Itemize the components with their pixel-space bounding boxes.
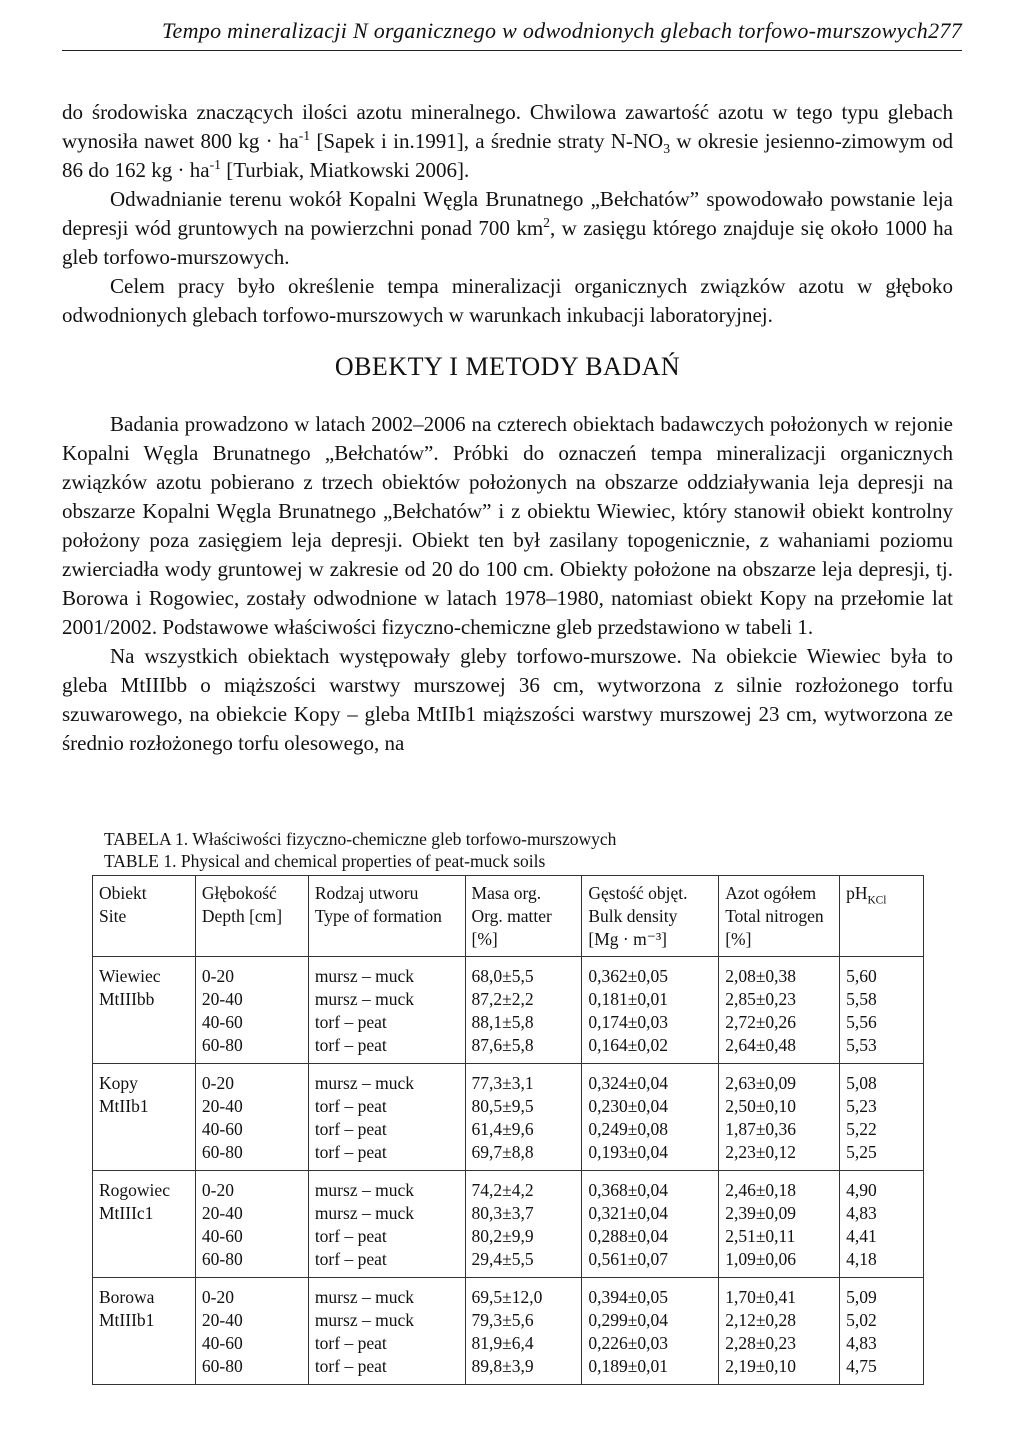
- cell-formation: torf – peat: [308, 1118, 465, 1141]
- cell-total-nitrogen: 2,08±0,38: [719, 957, 840, 989]
- cell-total-nitrogen: 1,09±0,06: [719, 1248, 840, 1278]
- cell-site: [93, 1064, 196, 1096]
- cell-ph: 5,60: [840, 957, 924, 989]
- table-row: [93, 1011, 924, 1034]
- intro-p2-b: , w zasięgu którego znajduje się około 1000 ha gleb torfowo-murszowych.: [62, 216, 953, 269]
- cell-ph: 5,53: [840, 1034, 924, 1064]
- table-row: [93, 1332, 924, 1355]
- intro-paragraph-2: [62, 185, 953, 272]
- cell-formation: torf – peat: [308, 1011, 465, 1034]
- page-number: 277: [928, 18, 962, 43]
- table-row: [93, 1141, 924, 1171]
- table-row: [93, 1064, 924, 1096]
- cell-total-nitrogen: 2,50±0,10: [719, 1095, 840, 1118]
- cell-depth: 0-20: [195, 1064, 308, 1096]
- header-depth: Głębokość Depth [cm]: [195, 876, 308, 957]
- header-ph: $pH_{KCl}$: [840, 876, 924, 957]
- site-label: MtIIIc1: [99, 1203, 154, 1223]
- cell-formation: torf – peat: [308, 1225, 465, 1248]
- table-row: [93, 1095, 924, 1118]
- cell-depth: 20-40: [195, 1095, 308, 1118]
- cell-site: [93, 1248, 196, 1278]
- cell-ph: 4,75: [840, 1355, 924, 1385]
- cell-total-nitrogen: 2,64±0,48: [719, 1034, 840, 1064]
- site-label: Borowa: [99, 1287, 155, 1307]
- cell-org-matter: 69,5±12,0: [465, 1278, 582, 1310]
- cell-total-nitrogen: 2,51±0,11: [719, 1225, 840, 1248]
- cell-bulk-density: 0,288±0,04: [582, 1225, 719, 1248]
- methods-paragraph-1: Badania prowadzono w latach 2002–2006 na czterech obiektach badawczych położonych w rejonie Kopalni Węgla Brunatnego „Bełchatów”. Próbki do oznaczeń tempa mineralizacji organicznych związków azotu pobierano z trzech obiektów położonych na obszarze oddziaływania leja depresji na obszarze Kopalni Węgla Brunatnego „Bełchatów” i z obiektu Wiewiec, który stanowił obiekt kontrolny położony poza zasięgiem leja depresji. Obiekt ten był zasilany topogenicznie, z wahaniami poziomu zwierciadła wody gruntowej w zakresie od 20 do 100 cm. Obiekty położone na obszarze leja depresji, tj. Borowa i Rogowiec, zostały odwodnione w latach 1978–1980, natomiast obiekt Kopy na przełomie lat 2001/2002. Podstawowe właściwości fizyczno-chemiczne gleb przedstawiono w tabeli 1.: [62, 412, 953, 639]
- table-caption: [104, 828, 616, 872]
- cell-site: [93, 1034, 196, 1064]
- cell-bulk-density: 0,394±0,05: [582, 1278, 719, 1310]
- cell-ph: 5,23: [840, 1095, 924, 1118]
- cell-depth: 60-80: [195, 1248, 308, 1278]
- intro-p1-c: w okresie jesienno-zimowym od 86 do 162 kg · ha: [62, 129, 953, 182]
- table-row: [93, 1355, 924, 1385]
- cell-org-matter: 80,2±9,9: [465, 1225, 582, 1248]
- table-caption-pl: TABELA 1. Właściwości fizyczno-chemiczne gleb torfowo-murszowych: [104, 829, 617, 849]
- table-caption-en: TABLE 1. Physical and chemical properties of peat-muck soils: [104, 851, 546, 871]
- cell-org-matter: 80,3±3,7: [465, 1202, 582, 1225]
- cell-bulk-density: 0,181±0,01: [582, 988, 719, 1011]
- cell-site: [93, 1202, 196, 1225]
- section-heading: OBEKTY I METODY BADAŃ: [334, 352, 681, 381]
- cell-formation: mursz – muck: [308, 1202, 465, 1225]
- cell-ph: 5,22: [840, 1118, 924, 1141]
- cell-site: [93, 1309, 196, 1332]
- cell-ph: 5,02: [840, 1309, 924, 1332]
- cell-formation: mursz – muck: [308, 1171, 465, 1203]
- table-row: [93, 1278, 924, 1310]
- running-title: Tempo mineralizacji N organicznego w odwodnionych glebach torfowo-murszowych: [162, 18, 929, 43]
- header-bulk-density: Gęstość objęt. Bulk density [Mg · m⁻³]: [582, 876, 719, 957]
- cell-total-nitrogen: 2,85±0,23: [719, 988, 840, 1011]
- table-row: [93, 988, 924, 1011]
- cell-formation: torf – peat: [308, 1355, 465, 1385]
- cell-site: [93, 1095, 196, 1118]
- cell-site: [93, 1225, 196, 1248]
- table-row: [93, 1034, 924, 1064]
- cell-depth: 40-60: [195, 1118, 308, 1141]
- cell-site: [93, 1141, 196, 1171]
- intro-p1-b: [Sapek i in.1991], a średnie straty N-NO: [310, 129, 664, 153]
- intro-p1-sub: 3: [663, 141, 671, 157]
- cell-ph: 4,90: [840, 1171, 924, 1203]
- intro-p1-sup1: -1: [298, 128, 311, 143]
- table-row: [93, 1202, 924, 1225]
- cell-depth: 60-80: [195, 1141, 308, 1171]
- cell-formation: mursz – muck: [308, 957, 465, 989]
- cell-org-matter: 74,2±4,2: [465, 1171, 582, 1203]
- cell-total-nitrogen: 2,28±0,23: [719, 1332, 840, 1355]
- table-row: [93, 1248, 924, 1278]
- intro-paragraph-3: Celem pracy było określenie tempa mineralizacji organicznych związków azotu w głęboko odwodnionych glebach torfowo-murszowych w warunkach inkubacji laboratoryjnej.: [62, 274, 953, 327]
- intro-p1-sup2: -1: [209, 157, 221, 172]
- cell-depth: 40-60: [195, 1332, 308, 1355]
- table-header-row: [93, 876, 924, 957]
- header-site: Obiekt Site: [93, 876, 196, 957]
- table-row: [93, 1225, 924, 1248]
- intro-p2-a: Odwadnianie terenu wokół Kopalni Węgla Brunatnego „Bełchatów” spowodowało powstanie leja depresji wód gruntowych na powierzchni ponad 700 km: [62, 187, 953, 240]
- cell-org-matter: 81,9±6,4: [465, 1332, 582, 1355]
- cell-bulk-density: 0,189±0,01: [582, 1355, 719, 1385]
- cell-formation: torf – peat: [308, 1095, 465, 1118]
- table-body: [93, 957, 924, 1385]
- cell-site: [93, 1332, 196, 1355]
- cell-bulk-density: 0,321±0,04: [582, 1202, 719, 1225]
- cell-site: [93, 1118, 196, 1141]
- cell-org-matter: 87,2±2,2: [465, 988, 582, 1011]
- cell-org-matter: 79,3±5,6: [465, 1309, 582, 1332]
- cell-ph: 4,41: [840, 1225, 924, 1248]
- running-header: [62, 18, 962, 51]
- cell-bulk-density: 0,299±0,04: [582, 1309, 719, 1332]
- cell-site: [93, 1011, 196, 1034]
- cell-site: [93, 988, 196, 1011]
- intro-paragraph-1: [62, 98, 953, 185]
- site-label: MtIIIb1: [99, 1310, 155, 1330]
- site-label: MtIIb1: [99, 1096, 149, 1116]
- cell-org-matter: 89,8±3,9: [465, 1355, 582, 1385]
- cell-formation: torf – peat: [308, 1248, 465, 1278]
- intro-p1-a: do środowiska znaczących ilości azotu mineralnego. Chwilowa zawartość azotu w tego typu glebach wynosiła nawet 800 kg · ha: [62, 100, 953, 153]
- cell-bulk-density: 0,249±0,08: [582, 1118, 719, 1141]
- site-label: Wiewiec: [99, 966, 161, 986]
- table-row: [93, 1118, 924, 1141]
- cell-depth: 40-60: [195, 1011, 308, 1034]
- cell-org-matter: 77,3±3,1: [465, 1064, 582, 1096]
- site-label: MtIIIbb: [99, 989, 155, 1009]
- cell-depth: 60-80: [195, 1355, 308, 1385]
- cell-bulk-density: 0,362±0,05: [582, 957, 719, 989]
- cell-depth: 0-20: [195, 1171, 308, 1203]
- cell-site: [93, 957, 196, 989]
- cell-depth: 20-40: [195, 1309, 308, 1332]
- cell-bulk-density: 0,561±0,07: [582, 1248, 719, 1278]
- cell-total-nitrogen: 2,46±0,18: [719, 1171, 840, 1203]
- table-row: [93, 957, 924, 989]
- table-row: [93, 1309, 924, 1332]
- cell-total-nitrogen: 2,72±0,26: [719, 1011, 840, 1034]
- cell-org-matter: 87,6±5,8: [465, 1034, 582, 1064]
- cell-org-matter: 68,0±5,5: [465, 957, 582, 989]
- cell-site: [93, 1171, 196, 1203]
- cell-total-nitrogen: 1,70±0,41: [719, 1278, 840, 1310]
- intro-p1-d: [Turbiak, Miatkowski 2006].: [220, 158, 470, 182]
- site-label: Kopy: [99, 1073, 138, 1093]
- cell-formation: mursz – muck: [308, 988, 465, 1011]
- cell-depth: 0-20: [195, 1278, 308, 1310]
- header-total-nitrogen: Azot ogółem Total nitrogen [%]: [719, 876, 840, 957]
- cell-total-nitrogen: 2,23±0,12: [719, 1141, 840, 1171]
- cell-depth: 20-40: [195, 1202, 308, 1225]
- site-label: Rogowiec: [99, 1180, 170, 1200]
- cell-ph: 4,18: [840, 1248, 924, 1278]
- methods-paragraph-2: Na wszystkich obiektach występowały gleby torfowo-murszowe. Na obiekcie Wiewiec była to gleba MtIIIbb o miąższości warstwy murszowej 36 cm, wytworzona z silnie rozłożonego torfu szuwarowego, na obiekcie Kopy – gleba MtIIb1 miąższości warstwy murszowej 23 cm, wytworzona ze średnio rozłożonego torfu olesowego, na: [62, 644, 953, 755]
- cell-bulk-density: 0,193±0,04: [582, 1141, 719, 1171]
- cell-org-matter: 80,5±9,5: [465, 1095, 582, 1118]
- cell-ph: 4,83: [840, 1202, 924, 1225]
- cell-depth: 40-60: [195, 1225, 308, 1248]
- cell-ph: 5,08: [840, 1064, 924, 1096]
- cell-ph: 5,25: [840, 1141, 924, 1171]
- cell-formation: mursz – muck: [308, 1309, 465, 1332]
- cell-ph: 4,83: [840, 1332, 924, 1355]
- cell-depth: 60-80: [195, 1034, 308, 1064]
- cell-bulk-density: 0,174±0,03: [582, 1011, 719, 1034]
- cell-ph: 5,58: [840, 988, 924, 1011]
- cell-bulk-density: 0,226±0,03: [582, 1332, 719, 1355]
- cell-bulk-density: 0,368±0,04: [582, 1171, 719, 1203]
- cell-ph: 5,56: [840, 1011, 924, 1034]
- cell-total-nitrogen: 2,63±0,09: [719, 1064, 840, 1096]
- cell-org-matter: 69,7±8,8: [465, 1141, 582, 1171]
- cell-formation: torf – peat: [308, 1034, 465, 1064]
- table-row: [93, 1171, 924, 1203]
- cell-depth: 20-40: [195, 988, 308, 1011]
- header-org-matter: Masa org. Org. matter [%]: [465, 876, 582, 957]
- cell-org-matter: 29,4±5,5: [465, 1248, 582, 1278]
- cell-site: [93, 1278, 196, 1310]
- cell-bulk-density: 0,230±0,04: [582, 1095, 719, 1118]
- cell-total-nitrogen: 1,87±0,36: [719, 1118, 840, 1141]
- cell-site: [93, 1355, 196, 1385]
- intro-text: [62, 98, 953, 330]
- cell-ph: 5,09: [840, 1278, 924, 1310]
- header-formation: Rodzaj utworu Type of formation: [308, 876, 465, 957]
- cell-formation: mursz – muck: [308, 1278, 465, 1310]
- cell-bulk-density: 0,164±0,02: [582, 1034, 719, 1064]
- properties-table: [92, 875, 924, 1385]
- cell-formation: torf – peat: [308, 1141, 465, 1171]
- cell-formation: torf – peat: [308, 1332, 465, 1355]
- methods-text: [62, 410, 953, 758]
- cell-org-matter: 88,1±5,8: [465, 1011, 582, 1034]
- intro-p2-sup: 2: [543, 215, 550, 230]
- cell-depth: 0-20: [195, 957, 308, 989]
- cell-total-nitrogen: 2,39±0,09: [719, 1202, 840, 1225]
- cell-formation: mursz – muck: [308, 1064, 465, 1096]
- cell-bulk-density: 0,324±0,04: [582, 1064, 719, 1096]
- cell-total-nitrogen: 2,12±0,28: [719, 1309, 840, 1332]
- cell-org-matter: 61,4±9,6: [465, 1118, 582, 1141]
- cell-total-nitrogen: 2,19±0,10: [719, 1355, 840, 1385]
